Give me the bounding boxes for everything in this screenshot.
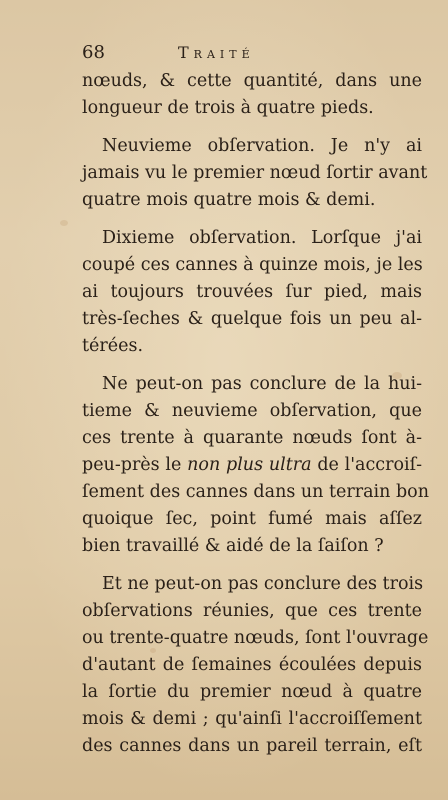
text-line: ai toujours trouvées ſur pied, mais xyxy=(82,282,422,302)
text-line: jamais vu le premier nœud ſortir avant xyxy=(82,163,428,183)
italic-phrase: non plus ultra xyxy=(187,455,312,475)
text-line: quatre mois quatre mois & demi. xyxy=(82,190,376,210)
paper-stain xyxy=(60,220,68,226)
text-line: mois & demi ; qu'ainſi l'accroiſſement xyxy=(82,709,422,729)
text-line: térées. xyxy=(82,336,144,356)
text-segment: de l'accroiſ- xyxy=(317,455,422,475)
running-title: Traité xyxy=(178,43,255,62)
text-line: Neuvieme obſervation. Je n'y ai xyxy=(102,136,422,156)
text-line: obſervations réunies, que ces trente xyxy=(82,601,422,621)
text-line: ces trente à quarante nœuds ſont à- xyxy=(82,428,422,448)
text-segment: peu-près le xyxy=(82,455,182,475)
text-line: ſement des cannes dans un terrain bon xyxy=(82,482,429,502)
page-text xyxy=(82,42,429,760)
text-line: la ſortie du premier nœud à quatre xyxy=(82,682,422,702)
text-line: quoique ſec, point fumé mais aſſez xyxy=(82,509,422,529)
text-line: Dixieme obſervation. Lorſque j'ai xyxy=(102,228,422,248)
text-line: bien travaillé & aidé de la ſaiſon ? xyxy=(82,536,384,556)
text-line: d'autant de ſemaines écoulées depuis xyxy=(82,655,422,675)
text-line: très-ſeches & quelque fois un peu al- xyxy=(82,309,422,329)
page-header xyxy=(82,42,422,68)
text-line: longueur de trois à quatre pieds. xyxy=(82,98,374,118)
page-number: 68 xyxy=(82,42,105,63)
text-line: nœuds, & cette quantité, dans une xyxy=(82,71,422,91)
text-line: des cannes dans un pareil terrain, eſt xyxy=(82,736,422,756)
text-line: tieme & neuvieme obſervation, que xyxy=(82,401,422,421)
text-line: Ne peut-on pas conclure de la hui- xyxy=(102,374,422,394)
text-line: ou trente-quatre nœuds, ſont l'ouvrage xyxy=(82,628,429,648)
text-line-with-italic xyxy=(82,452,422,479)
text-line: Et ne peut-on pas conclure des trois xyxy=(102,574,424,594)
text-line: coupé ces cannes à quinze mois, je les xyxy=(82,255,423,275)
